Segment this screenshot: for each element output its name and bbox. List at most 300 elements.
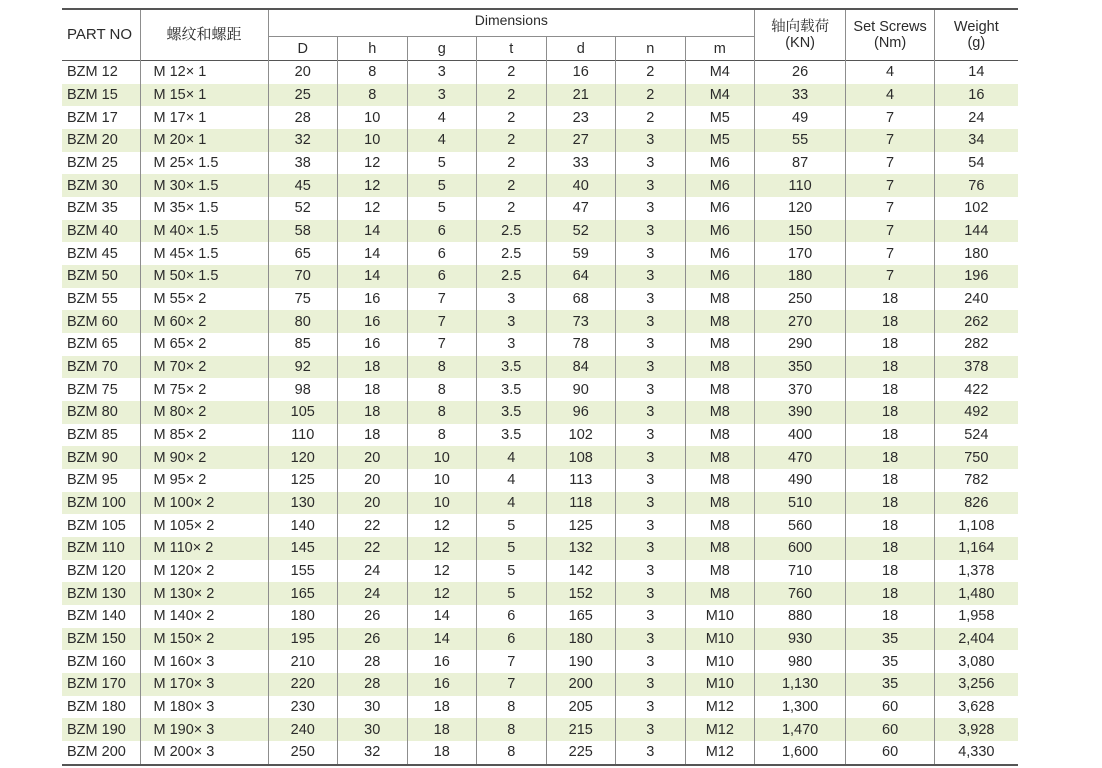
table-row [62,582,1018,605]
cell-dim-h: 16 [338,333,408,356]
header-weight-label: Weight [953,19,999,35]
cell-dim-h: 24 [338,560,408,583]
cell-dim-t: 5 [477,560,547,583]
cell-dim-g: 10 [407,446,477,469]
cell-dim-t: 3.5 [477,378,547,401]
cell-dim-h: 30 [338,696,408,719]
cell-part-no: BZM 15 [62,84,140,107]
cell-thread-pitch: M 50× 1.5 [140,265,268,288]
cell-dim-n: 2 [616,61,686,84]
cell-dim-D: 45 [268,174,338,197]
cell-thread-pitch: M 12× 1 [140,61,268,84]
cell-axial-load: 930 [755,628,846,651]
cell-dim-n: 3 [616,492,686,515]
header-axial-load-label: 轴向载荷 [771,19,830,35]
table-row [62,152,1018,175]
table-row [62,401,1018,424]
cell-dim-g: 10 [407,492,477,515]
cell-dim-h: 22 [338,537,408,560]
cell-dim-h: 8 [338,84,408,107]
cell-part-no: BZM 130 [62,582,140,605]
cell-part-no: BZM 75 [62,378,140,401]
cell-dim-h: 12 [338,197,408,220]
cell-axial-load: 49 [755,106,846,129]
cell-thread-pitch: M 130× 2 [140,582,268,605]
table-row [62,560,1018,583]
cell-set-screws: 18 [846,514,935,537]
cell-dim-n: 3 [616,537,686,560]
cell-dim-t: 4 [477,469,547,492]
cell-dim-D: 120 [268,446,338,469]
cell-dim-h: 18 [338,356,408,379]
cell-weight: 750 [935,446,1018,469]
cell-weight: 3,928 [935,718,1018,741]
table-row [62,605,1018,628]
cell-dim-D: 52 [268,197,338,220]
cell-weight: 16 [935,84,1018,107]
cell-dim-d: 84 [546,356,616,379]
cell-dim-g: 12 [407,560,477,583]
cell-dim-n: 3 [616,469,686,492]
cell-weight: 1,480 [935,582,1018,605]
cell-dim-D: 80 [268,310,338,333]
cell-part-no: BZM 30 [62,174,140,197]
cell-dim-m: M12 [685,696,755,719]
header-dimensions: Dimensions [268,9,755,37]
header-dim-d: d [546,37,616,61]
cell-dim-h: 14 [338,220,408,243]
cell-dim-n: 3 [616,446,686,469]
header-axial-load-unit: (KN) [785,35,815,51]
table-row [62,492,1018,515]
cell-thread-pitch: M 105× 2 [140,514,268,537]
table-row [62,106,1018,129]
cell-dim-m: M10 [685,650,755,673]
cell-set-screws: 4 [846,61,935,84]
cell-part-no: BZM 65 [62,333,140,356]
cell-dim-n: 3 [616,242,686,265]
cell-weight: 524 [964,427,989,444]
cell-thread-pitch: M 35× 1.5 [140,197,268,220]
cell-dim-m: M6 [685,220,755,243]
cell-weight: 34 [935,129,1018,152]
cell-dim-D: 70 [268,265,338,288]
cell-weight: 240 [964,291,989,308]
cell-dim-n: 3 [616,265,686,288]
cell-dim-m: M4 [685,61,755,84]
table-body [62,61,1018,765]
cell-dim-t: 2 [477,84,547,107]
cell-dim-n: 3 [616,718,686,741]
cell-thread-pitch: M 140× 2 [140,605,268,628]
cell-dim-m: M8 [685,560,755,583]
cell-dim-m: M6 [685,242,755,265]
cell-set-screws: 18 [846,446,935,469]
cell-dim-h: 8 [338,61,408,84]
cell-dim-g: 6 [407,242,477,265]
cell-dim-n: 3 [616,310,686,333]
cell-thread-pitch: M 75× 2 [140,378,268,401]
cell-axial-load: 390 [755,401,846,424]
cell-weight: 102 [964,200,989,217]
cell-dim-D: 58 [268,220,338,243]
cell-axial-load: 350 [755,356,846,379]
cell-thread-pitch: M 90× 2 [140,446,268,469]
cell-weight: 2,404 [935,628,1018,651]
table-row [62,696,1018,719]
cell-dim-D: 25 [268,84,338,107]
cell-dim-t: 2 [477,106,547,129]
cell-thread-pitch: M 45× 1.5 [140,242,268,265]
cell-part-no: BZM 180 [62,696,140,719]
header-dim-m: m [685,37,755,61]
header-dim-D: D [268,37,338,61]
table-row [62,356,1018,379]
cell-set-screws: 18 [846,605,935,628]
cell-dim-n: 3 [616,401,686,424]
cell-axial-load: 510 [755,492,846,515]
cell-weight: 422 [964,381,989,398]
cell-set-screws: 18 [846,401,935,424]
cell-set-screws: 7 [846,242,935,265]
cell-dim-n: 3 [616,424,686,447]
cell-dim-m: M10 [685,673,755,696]
table-row [62,61,1018,84]
cell-axial-load: 490 [755,469,846,492]
cell-axial-load: 1,130 [755,673,846,696]
cell-dim-n: 3 [616,129,686,152]
cell-dim-h: 18 [338,401,408,424]
cell-dim-m: M8 [685,356,755,379]
cell-dim-D: 155 [268,560,338,583]
cell-axial-load: 1,300 [755,696,846,719]
cell-weight: 76 [935,174,1018,197]
cell-dim-t: 5 [477,514,547,537]
cell-dim-m: M8 [685,401,755,424]
cell-axial-load: 370 [755,378,846,401]
cell-dim-t: 3.5 [477,401,547,424]
cell-dim-D: 240 [268,718,338,741]
cell-dim-t: 6 [477,605,547,628]
cell-thread-pitch: M 160× 3 [140,650,268,673]
table-row [62,673,1018,696]
cell-dim-g: 4 [407,106,477,129]
cell-weight: 1,378 [958,563,995,580]
cell-dim-n: 3 [616,220,686,243]
cell-dim-t: 2 [477,174,547,197]
cell-dim-m: M8 [685,514,755,537]
cell-dim-d: 23 [546,106,616,129]
spec-sheet [62,8,1016,766]
cell-axial-load: 600 [755,537,846,560]
cell-part-no: BZM 20 [62,129,140,152]
header-weight [935,9,1018,61]
cell-dim-t: 8 [477,741,547,765]
cell-dim-n: 3 [616,673,686,696]
header-thread-pitch: 螺纹和螺距 [140,9,268,61]
cell-dim-D: 230 [268,696,338,719]
cell-dim-t: 3 [477,310,547,333]
cell-thread-pitch: M 110× 2 [140,537,268,560]
cell-set-screws: 7 [846,152,935,175]
cell-dim-d: 90 [546,378,616,401]
cell-dim-n: 3 [616,628,686,651]
table-row [62,424,1018,447]
cell-dim-t: 3 [477,333,547,356]
table-row [62,220,1018,243]
cell-part-no: BZM 200 [62,741,140,765]
cell-set-screws: 35 [846,650,935,673]
table-row [62,174,1018,197]
cell-dim-t: 2 [477,61,547,84]
cell-part-no: BZM 40 [62,220,140,243]
cell-dim-D: 20 [268,61,338,84]
cell-axial-load: 55 [755,129,846,152]
cell-dim-m: M8 [685,378,755,401]
cell-dim-d: 118 [546,492,616,515]
cell-dim-h: 16 [338,310,408,333]
cell-dim-n: 3 [616,378,686,401]
header-dim-g: g [407,37,477,61]
cell-set-screws: 7 [846,220,935,243]
cell-dim-t: 3.5 [477,424,547,447]
cell-thread-pitch: M 17× 1 [140,106,268,129]
cell-dim-h: 10 [338,129,408,152]
cell-part-no: BZM 55 [62,288,140,311]
cell-dim-n: 3 [616,356,686,379]
cell-dim-d: 33 [546,152,616,175]
cell-axial-load: 26 [755,61,846,84]
cell-set-screws: 60 [846,696,935,719]
cell-dim-g: 12 [407,537,477,560]
cell-axial-load: 400 [755,424,846,447]
cell-dim-g: 16 [407,673,477,696]
cell-part-no: BZM 90 [62,446,140,469]
cell-dim-h: 22 [338,514,408,537]
cell-axial-load: 87 [755,152,846,175]
cell-dim-t: 8 [477,696,547,719]
header-weight-unit: (g) [967,35,986,51]
cell-dim-g: 6 [407,265,477,288]
cell-dim-m: M12 [685,718,755,741]
cell-dim-n: 3 [616,582,686,605]
cell-dim-t: 3 [477,288,547,311]
cell-part-no: BZM 17 [62,106,140,129]
cell-dim-t: 2 [477,129,547,152]
cell-dim-m: M8 [685,310,755,333]
cell-set-screws: 18 [846,582,935,605]
cell-thread-pitch: M 40× 1.5 [140,220,268,243]
cell-dim-d: 180 [546,628,616,651]
cell-dim-m: M8 [685,492,755,515]
cell-dim-d: 47 [546,197,616,220]
cell-dim-D: 210 [268,650,338,673]
cell-weight: 826 [935,492,1018,515]
cell-weight: 144 [935,220,1018,243]
cell-dim-D: 75 [268,288,338,311]
cell-dim-n: 3 [616,288,686,311]
cell-weight: 378 [935,356,1018,379]
cell-weight: 492 [935,401,1018,424]
cell-axial-load: 250 [755,288,846,311]
cell-weight: 1,108 [958,517,995,534]
cell-dim-m: M12 [685,741,755,765]
table-row [62,469,1018,492]
cell-axial-load: 270 [755,310,846,333]
cell-dim-d: 102 [546,424,616,447]
table-header [62,9,1018,61]
cell-axial-load: 760 [755,582,846,605]
cell-dim-g: 7 [407,333,477,356]
cell-set-screws: 18 [846,469,935,492]
cell-dim-g: 5 [407,197,477,220]
cell-axial-load: 150 [755,220,846,243]
header-axial-load [755,9,846,61]
cell-part-no: BZM 35 [62,197,140,220]
cell-thread-pitch: M 60× 2 [140,310,268,333]
cell-thread-pitch: M 55× 2 [140,288,268,311]
cell-dim-d: 200 [546,673,616,696]
cell-dim-h: 20 [338,469,408,492]
cell-axial-load: 110 [755,174,846,197]
cell-weight: 3,080 [958,653,995,670]
cell-dim-h: 18 [338,424,408,447]
cell-thread-pitch: M 25× 1.5 [140,152,268,175]
cell-part-no: BZM 60 [62,310,140,333]
cell-dim-n: 2 [616,84,686,107]
cell-dim-h: 26 [338,628,408,651]
cell-axial-load: 560 [755,514,846,537]
cell-dim-d: 215 [546,718,616,741]
cell-dim-m: M6 [685,265,755,288]
cell-dim-D: 195 [268,628,338,651]
cell-dim-g: 14 [407,605,477,628]
cell-dim-n: 3 [616,560,686,583]
cell-dim-g: 7 [407,310,477,333]
cell-axial-load: 33 [755,84,846,107]
header-dim-h: h [338,37,408,61]
cell-dim-m: M10 [685,628,755,651]
cell-dim-m: M6 [685,197,755,220]
cell-dim-m: M8 [685,469,755,492]
cell-dim-d: 142 [546,560,616,583]
cell-dim-g: 18 [407,696,477,719]
header-set-screws-label: Set Screws [853,19,927,35]
cell-set-screws: 35 [846,673,935,696]
cell-weight: 782 [964,472,989,489]
cell-dim-t: 4 [477,492,547,515]
cell-part-no: BZM 25 [62,152,140,175]
cell-dim-g: 8 [407,378,477,401]
cell-set-screws: 60 [846,718,935,741]
cell-dim-n: 3 [616,174,686,197]
cell-dim-d: 190 [546,650,616,673]
cell-dim-m: M5 [685,129,755,152]
cell-dim-n: 3 [616,696,686,719]
cell-dim-d: 108 [546,446,616,469]
cell-dim-d: 125 [546,514,616,537]
cell-dim-D: 140 [268,514,338,537]
cell-dim-m: M4 [685,84,755,107]
cell-thread-pitch: M 85× 2 [140,424,268,447]
cell-dim-d: 27 [546,129,616,152]
cell-dim-D: 250 [268,741,338,765]
cell-dim-D: 105 [268,401,338,424]
cell-set-screws: 18 [846,288,935,311]
cell-axial-load: 710 [755,560,846,583]
cell-dim-m: M10 [685,605,755,628]
table-row [62,628,1018,651]
cell-dim-t: 2 [477,197,547,220]
cell-axial-load: 180 [755,265,846,288]
cell-set-screws: 18 [846,378,935,401]
header-dim-n: n [616,37,686,61]
cell-dim-n: 3 [616,605,686,628]
cell-weight: 4,330 [935,741,1018,765]
cell-thread-pitch: M 180× 3 [140,696,268,719]
cell-dim-D: 38 [268,152,338,175]
cell-part-no: BZM 12 [62,61,140,84]
cell-dim-g: 18 [407,718,477,741]
header-part-no: PART NO [62,9,140,61]
cell-axial-load: 170 [755,242,846,265]
cell-dim-d: 21 [546,84,616,107]
cell-thread-pitch: M 200× 3 [140,741,268,765]
cell-set-screws: 7 [846,265,935,288]
cell-part-no: BZM 50 [62,265,140,288]
cell-thread-pitch: M 100× 2 [140,492,268,515]
cell-dim-d: 96 [546,401,616,424]
cell-dim-g: 3 [407,61,477,84]
cell-set-screws: 18 [846,333,935,356]
cell-dim-g: 8 [407,401,477,424]
header-set-screws-unit: (Nm) [873,35,907,51]
cell-dim-g: 16 [407,650,477,673]
cell-dim-n: 3 [616,333,686,356]
table-row [62,129,1018,152]
table-row [62,650,1018,673]
cell-dim-t: 3.5 [477,356,547,379]
table-row [62,741,1018,765]
cell-dim-D: 28 [268,106,338,129]
cell-set-screws: 18 [846,424,935,447]
cell-dim-D: 92 [268,356,338,379]
bzm-specification-table [62,8,1018,766]
cell-dim-g: 4 [407,129,477,152]
header-set-screws [846,9,935,61]
cell-dim-h: 26 [338,605,408,628]
cell-dim-g: 7 [407,288,477,311]
cell-dim-m: M8 [685,537,755,560]
cell-dim-t: 5 [477,582,547,605]
cell-axial-load: 1,600 [755,741,846,765]
table-row [62,378,1018,401]
cell-dim-g: 8 [407,424,477,447]
cell-dim-h: 30 [338,718,408,741]
cell-thread-pitch: M 30× 1.5 [140,174,268,197]
cell-dim-D: 145 [268,537,338,560]
cell-part-no: BZM 120 [62,560,140,583]
cell-thread-pitch: M 65× 2 [140,333,268,356]
cell-set-screws: 7 [846,129,935,152]
cell-weight: 180 [964,245,989,262]
cell-part-no: BZM 70 [62,356,140,379]
cell-thread-pitch: M 80× 2 [140,401,268,424]
cell-dim-h: 28 [338,673,408,696]
cell-part-no: BZM 170 [62,673,140,696]
cell-dim-h: 24 [338,582,408,605]
cell-axial-load: 470 [755,446,846,469]
